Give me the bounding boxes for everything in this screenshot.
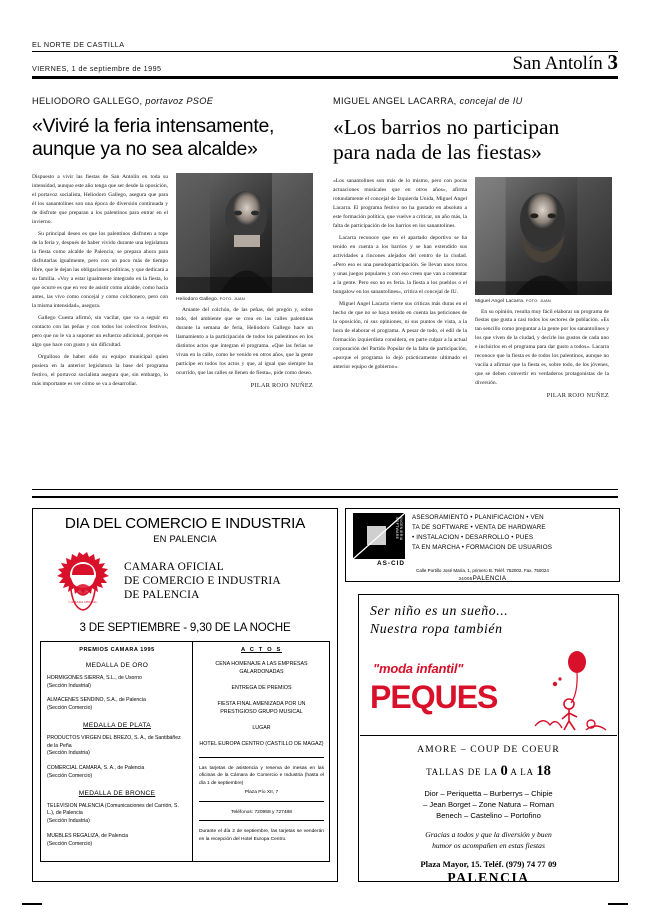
paragraph: En su opinión, resulta muy fácil elaborar un programa de fiestas que gusta a casi todos los sectores de población. «Es tan sencillo como preguntar a la gente por los sanantolines y los que viven de la ciudad, y decirle los gustos de cada uno e incluirlos en el programa para dar gusto a todos». Lacarra reconoce que la fiesta es de todos los palentinos, aunque no vacila a afirmar que la fiesta es, sobre todo, de los jóvenes, que se deben convertir en verdaderos protagonistas de la diversión. — [475, 308, 610, 387]
awards-header: PREMIOS CAMARA 1995 — [79, 647, 155, 653]
photo-image — [176, 173, 313, 293]
paragraph: Amante del colchón, de las peñas, del pregón y, sobre todo, del ambiente que se crea en las calles palentinas durante la semana de feria, Heliodoro Gallego hace un llamamiento a la participación de todos los palentinos en los distintos actos que integran el programa. «Que las ferias se vivan en la calle, como he venido en otros años, que la gente participe en todos los actos y que, al igual que siempre ha ocurrido, que las calles se llenen de fiesta», pide como deseo. — [176, 306, 313, 376]
headline-line-1: «Los barrios no participan — [333, 115, 560, 139]
ad-peques-brand-list — [359, 788, 618, 821]
ascid-logo-vertical-text: INGENIERIA SOFTWARE — [395, 517, 403, 541]
svg-text:CAMARA OFICIAL: CAMARA OFICIAL — [68, 600, 98, 604]
peques-moda-infantil-label: "moda infantil" — [373, 660, 464, 676]
article-right-column-1 — [333, 177, 467, 401]
award-name: COMERCIAL CAMARA, S. A., de Palencia — [47, 765, 145, 772]
article-right-headline — [333, 115, 618, 164]
camara-gear-logo-icon — [51, 551, 115, 613]
acto-item: HOTEL EUROPA CENTRO (CASTILLO DE MAGAZ) — [199, 740, 324, 747]
award-entry — [47, 675, 187, 690]
balloon-child-illustration-icon — [531, 648, 611, 733]
ascid-brand-name: AS-CID — [376, 560, 405, 567]
ad-peques-sizes — [359, 763, 618, 780]
ad-ascid[interactable] — [345, 508, 620, 582]
brand-line-3: Benech – Castelino – Portofino — [436, 810, 541, 820]
award-entry — [47, 833, 187, 848]
kicker-name: MIGUEL ANGEL LACARRA, — [333, 96, 457, 106]
actos-header: A C T O S — [241, 647, 282, 653]
ad-camara-title: DIA DEL COMERCIO E INDUSTRIA — [64, 515, 306, 532]
byline-right: PILAR ROJO NUÑEZ — [546, 392, 609, 400]
article-left-column-1 — [32, 173, 168, 392]
ad-ascid-postal-code: 34005 — [458, 575, 473, 581]
award-name: MUEBLES REGALIZA, de Palencia — [47, 832, 129, 839]
award-entry — [47, 803, 187, 826]
ascid-logo-icon — [353, 513, 405, 559]
article-right-columns — [333, 177, 618, 401]
thanks-line-2: humor os acompañen en estas fiestas — [432, 841, 545, 851]
article-left-columns — [32, 173, 313, 392]
article-left-headline — [32, 115, 313, 160]
org-line-3: DE PALENCIA — [124, 588, 200, 601]
section-name: San Antolín — [512, 53, 603, 75]
award-category: (Sección Industria) — [47, 750, 90, 757]
ad-camara-program-column — [193, 642, 329, 861]
photo-caption-left — [176, 296, 313, 302]
paragraph: «Los sanantolines son más de lo mismo, pero con pocas actuaciones musicales que en otros años», afirma rotundamente el concejal de Izquierda Unida, Miguel Angel Lacarra. El programa festivo no ha gustado en absoluto a este formación política, que vuelve a criticar, un año más, la falta de participación de los barrios en los sanantolines. — [333, 178, 467, 229]
thanks-line-1: Gracias a todos y que la diversión y buen — [425, 829, 552, 839]
headline-line-1: «Viviré la feria intensamente, — [32, 115, 275, 137]
award-name: ALMACENES SENDINO, S.A., de Palencia — [47, 697, 146, 704]
fine-print-1: Las tarjetas de asistencia y reserva de mesas en las oficinas de la Cámara de Comercio e Industria (hasta el día 1 de septiembre) — [198, 765, 324, 786]
slogan-line-1: Ser niño es un sueño... — [370, 603, 509, 618]
award-entry — [47, 765, 187, 780]
ad-ascid-city-line — [346, 575, 619, 582]
ad-ascid-city: PALENCIA — [472, 574, 507, 582]
service-line-3: • INSTALACION • DESARROLLO • PUES — [412, 534, 534, 542]
ad-camara-branding — [51, 551, 337, 613]
kicker-role: concejal de IU — [459, 96, 523, 106]
ad-camara-subtitle: EN PALENCIA — [153, 533, 217, 544]
byline-left: PILAR ROJO NUÑEZ — [250, 381, 313, 389]
award-category: (Sección Comercio) — [47, 705, 93, 712]
fine-print-address: Plaza Pío XII, 7 — [244, 790, 279, 796]
caption-text: Heliodoro Gallego. — [176, 296, 219, 302]
acto-item: ENTREGA DE PREMIOS — [231, 684, 292, 691]
medal-gold-header: MEDALLA DE ORO — [85, 662, 149, 669]
photo-miguel-angel-lacarra — [475, 177, 612, 295]
paragraph: Dispuesto a vivir las fiestas de San Antolín en toda su intensidad, aunque este año tenga que ser desde la oposición, el portavoz socialista, Heliodoro Gallego, asegura que para él los sanantolines son una época de diversión continuada y de disfrute que preparan a los palentinos para entrar en el invierno. — [32, 174, 168, 226]
masthead-rule-thick — [32, 76, 618, 79]
crop-mark-bottom-left — [22, 903, 42, 905]
ad-ascid-address: Calle Portillo José María, 1, primero B. Teléf. 752002. Fax. 750024 — [416, 568, 549, 573]
award-name: TELEVISION PALENCIA (Comunicaciones del Carrión, S. L.), de Palencia — [47, 802, 179, 817]
ad-ascid-services — [412, 513, 614, 567]
peques-wordmark: PEQUES — [370, 678, 498, 715]
fine-print-divider — [199, 801, 324, 802]
article-left-column-2 — [176, 173, 313, 392]
paragraph: Su principal deseo es que los palentinos disfruten a tope de la feria y, después de haber vivido durante una legislatura la fiesta como alcalde de Palencia, se prepara ahora para disfrutarlas igualmente, pero con un poco más de tiempo libre, que le dejan las obligaciones políticas, y que dedicará a su familia. «Voy a estar igualmente integrado en la fiesta, lo que ocurre es que en vez de asistir como alcalde, como hacía antes, las vivo como concejal y como colchonero, pero con la misma intensidad», asegura. — [32, 231, 168, 309]
service-line-1: ASESORAMIENTO • PLANIFICACION • VEN — [412, 514, 544, 521]
fine-print-phones: Teléfonos: 720958 y 727488 — [231, 809, 292, 815]
article-right-body-cont — [475, 308, 609, 402]
award-category: (Sección Comercio) — [47, 840, 93, 847]
section-title — [512, 52, 618, 73]
fine-print-2: Durante el día 2 de septiembre, las tarjetas se venderán en la recepción del Hotel Europa Centro. — [198, 829, 324, 842]
ad-camara-comercio[interactable] — [32, 508, 338, 882]
article-left — [32, 96, 313, 392]
sizes-middle: A LA — [510, 766, 534, 777]
acto-item: CENA HOMENAJE A LAS EMPRESAS GALARDONADAS — [215, 661, 308, 675]
org-line-1: CAMARA OFICIAL — [124, 561, 224, 574]
award-entry — [47, 697, 187, 712]
acto-item: LUGAR — [252, 724, 271, 731]
acto-item: FIESTA FINAL AMENIZADA POR UN PRESTIGIOSO GRUPO MUSICAL — [217, 700, 306, 715]
fine-print-divider — [199, 820, 324, 821]
caption-text: Miguel Angel Lacarra. — [475, 298, 525, 304]
photo-credit: FOTO: JUAN — [219, 295, 245, 301]
ad-peques[interactable] — [358, 594, 619, 886]
award-entry — [47, 735, 187, 758]
award-category: (Sección Comercio) — [47, 772, 93, 779]
photo-image — [475, 177, 612, 295]
ad-peques-divider — [360, 735, 617, 736]
article-left-kicker — [32, 96, 313, 106]
article-left-body — [32, 173, 168, 389]
brand-line-1: Dior – Periquetta – Burberrys – Chipie — [424, 788, 553, 798]
article-right — [333, 96, 618, 401]
crop-mark-bottom-right — [608, 903, 628, 905]
paragraph: Miguel Angel Lacarra vierte sus críticas más duras en el hecho de que no se haya tenido en cuenta las peticiones de la oposición, ni sus opiniones, ni sus puntos de vista, a la hora de elaborar el programa. A pesar de todo, el edil de la formación izquierdista considera, en parte culpar a la actual corporación del Partido Popular de la falta de participación, «porque el programa lo dejó prácticamente ultimado el anterior equipo de gobierno». — [333, 300, 467, 370]
ad-peques-thanks — [359, 829, 618, 853]
brand-line-2: – Jean Borget – Zone Natura – Roman — [423, 799, 554, 809]
section-divider-thin — [32, 489, 618, 490]
photo-caption-right — [475, 298, 609, 304]
ad-peques-address: Plaza Mayor, 15. Teléf. (979) 74 77 09 — [420, 859, 557, 870]
ad-peques-featured-brands: AMORE – COUP DE COEUR — [417, 743, 560, 755]
award-name: HORMIGONES SIERRA, S.L., de Usorno — [47, 675, 142, 681]
award-category: (Sección Industria) — [47, 818, 90, 825]
ad-camara-content-box — [40, 641, 330, 862]
paragraph: Gallego Cuesta afirmó, sin vacilar, que va a seguir en contacto con las peñas y con todos los colectivos festivos, pero que no le va a suponer un esfuerzo adicional, porque es algo que hace con gusto y sin dificultad. — [32, 314, 168, 348]
sizes-prefix: TALLAS DE LA — [426, 766, 498, 777]
award-category: (Sección Industrial) — [47, 682, 91, 689]
section-divider-thick — [32, 496, 618, 498]
service-line-2: TA DE SOFTWARE • VENTA DE HARDWARE — [412, 524, 546, 532]
ad-camara-org-name — [124, 561, 281, 603]
org-line-2: DE COMERCIO E INDUSTRIA — [124, 575, 281, 588]
service-line-4: TA EN MARCHA • FORMACION DE USUARIOS — [412, 544, 553, 552]
headline-line-2: para nada de las fiestas» — [333, 139, 542, 164]
page-number: 3 — [607, 50, 618, 75]
medal-silver-header: MEDALLA DE PLATA — [83, 721, 151, 729]
photo-heliodoro-gallego — [176, 173, 313, 293]
paragraph: Lacarra reconoce que en el apartado deportivo se ha tenido en cuenta a los barrios y se han extendido sus actividades a rincones alejados del centro de la ciudad. «Pero eso es una pseudoparticipación. Se llevan unos toros y unas juegos populares y con eso creen que van a contentar a la gente. Pero eso no es feria. la fiesta a los pueblos o el bungalow en los sanantolines», critica el concejal de IU. — [333, 234, 467, 295]
kicker-name: HELIODORO GALLEGO, — [32, 96, 143, 106]
article-right-kicker — [333, 96, 618, 106]
ad-peques-slogan — [370, 602, 618, 639]
fine-print-divider — [199, 757, 324, 758]
paragraph: Orgulloso de haber sido su equipo municipal quien pusiera en la anterior legislatura la base del programa festivo, el portavoz socialista asegura que, sin embargo, lo más importante es ver cómo se va a desarrollar. — [32, 353, 168, 387]
ad-camara-awards-column — [41, 642, 193, 861]
award-name: PRODUCTOS VIRGEN DEL BREZO, S. A., de Santibáñez de la Peña — [47, 734, 181, 749]
masthead — [32, 40, 618, 79]
ad-peques-logo — [359, 643, 618, 735]
medal-bronze-header: MEDALLA DE BRONCE — [78, 789, 156, 797]
article-right-body — [333, 177, 467, 372]
kicker-role: portavoz PSOE — [145, 96, 214, 106]
ad-peques-city: PALENCIA — [447, 870, 530, 886]
article-left-body-cont — [176, 306, 313, 391]
headline-line-2: aunque ya no sea alcalde» — [32, 137, 258, 160]
ad-ascid-main-row — [346, 509, 619, 567]
ad-ascid-logo-block — [353, 513, 405, 567]
publication-name: EL NORTE DE CASTILLA — [32, 40, 125, 49]
issue-date: VIERNES, 1 de septiembre de 1995 — [32, 64, 162, 73]
photo-credit: FOTO: JUAN — [525, 297, 551, 303]
article-right-column-2 — [475, 177, 609, 401]
ad-camara-event-date: 3 DE SEPTIEMBRE - 9,30 DE LA NOCHE — [79, 621, 291, 634]
slogan-line-2: Nuestra ropa también — [370, 621, 503, 637]
sizes-to: 18 — [536, 762, 551, 779]
sizes-from: 0 — [500, 762, 508, 779]
